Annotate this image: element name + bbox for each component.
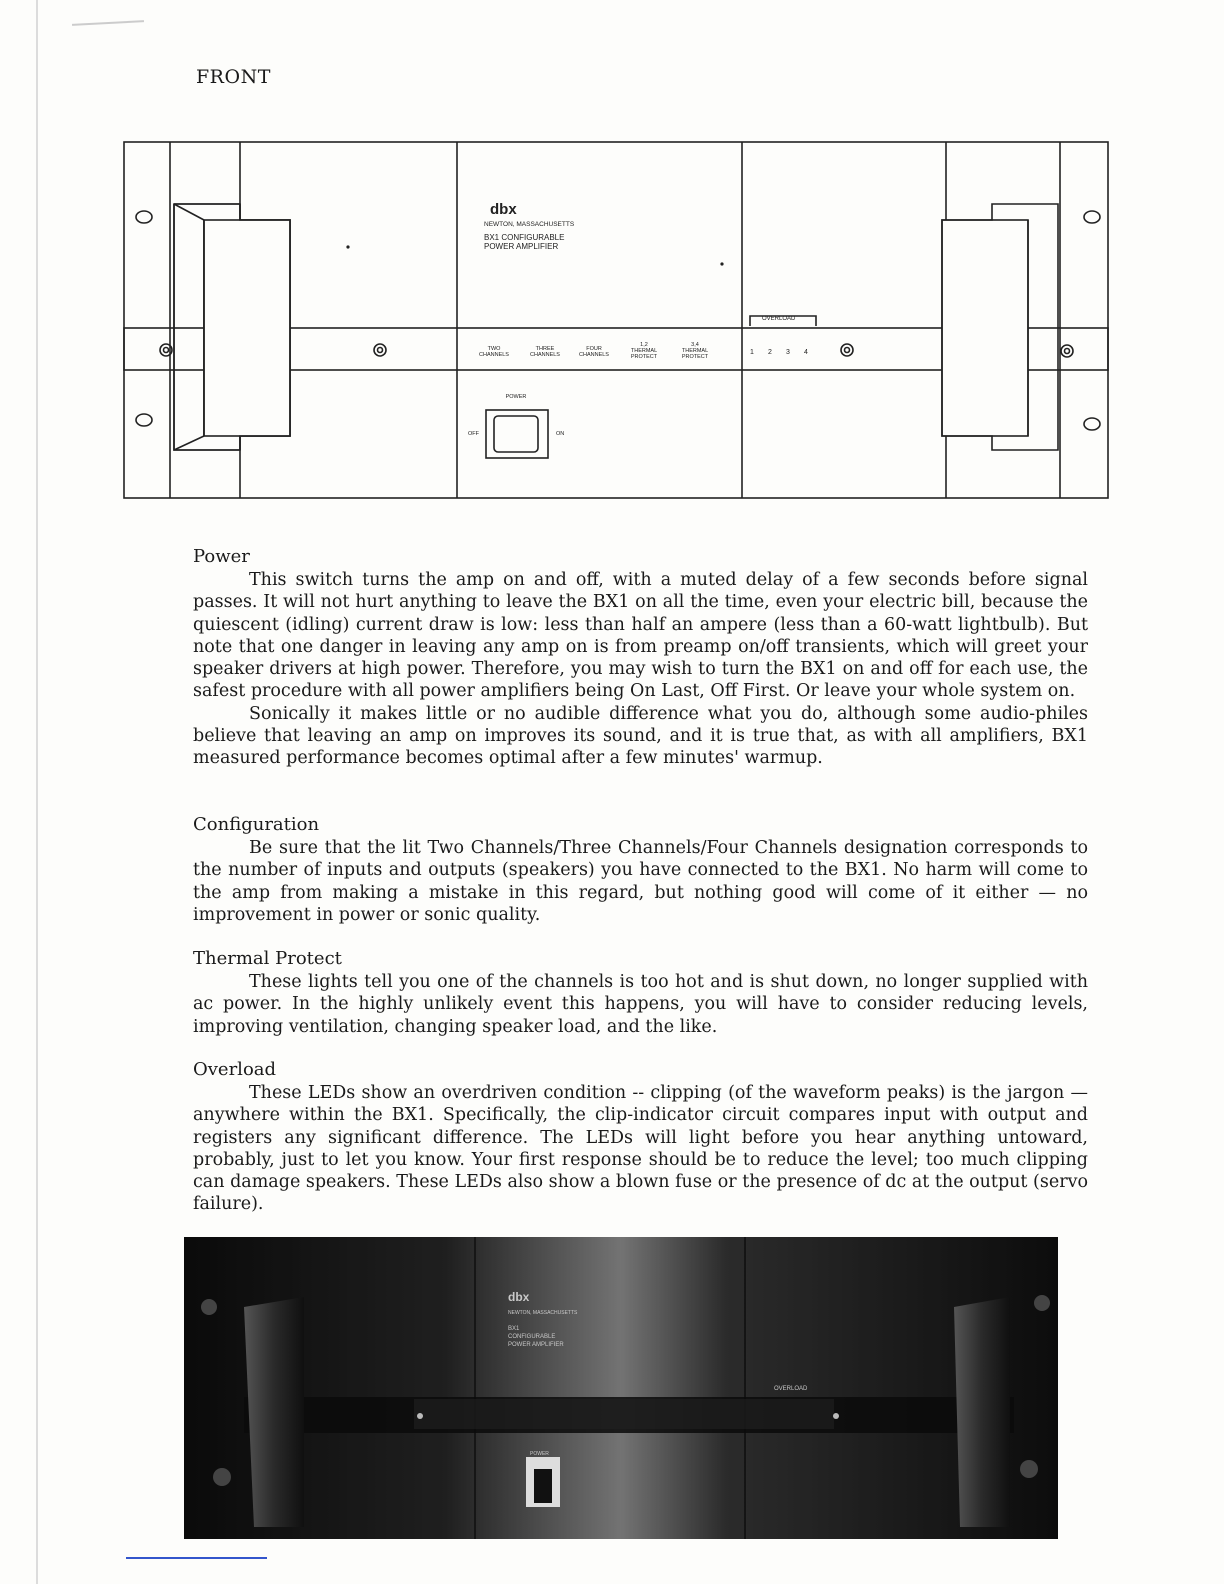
overload-led-3: 3 [786,349,790,356]
photo-location: NEWTON, MASSACHUSETTS [508,1310,578,1316]
section-title: Overload [193,1059,277,1080]
diagram-overload-label: OVERLOAD [762,316,796,322]
section-title: Power [193,546,250,567]
indicator-four: FOUR [586,346,602,352]
indicator-two: TWO [487,346,501,352]
indicator-thermal-12: 1,2 [640,342,648,348]
front-panel-diagram [122,140,1110,502]
paragraph: These LEDs show an overdriven condition -- clipping (of the waveform peaks) is the jargon — anywhere within the BX1. Specifically, the clip-indicator circuit compares input with output and registers any significant difference. The LEDs will light before you hear anything untoward, probably, just to let you know. Your first response should be to reduce the level; too much clipping can damage speakers. These LEDs also show a blown fuse or the presence of dc at the output (servo failure). [193,1083,1088,1215]
section-configuration [193,813,1088,926]
paragraph: This switch turns the amp on and off, with a muted delay of a few seconds before signal passes. It will not hurt anything to leave the BX1 on all the time, even your electric bill, because the quiescent (idling) current draw is low: less than half an ampere (less than a 60-watt lightbulb). But note that one danger in leaving any amp on is from preamp on/off transients, which will greet your speaker drivers at high power. Therefore, you may wish to turn the BX1 on and off for each use, the safest procedure with all power amplifiers being On Last, Off First. Or leave your whole system on. [193,570,1088,702]
diagram-model-2: POWER AMPLIFIER [484,242,559,251]
amplifier-photo [184,1237,1058,1539]
mount-slot [136,211,152,223]
mount-slot [1084,211,1100,223]
mount-slot [1084,418,1100,430]
section-thermal-protect [193,947,1088,1038]
section-title: Thermal Protect [193,948,342,969]
svg-text:THERMAL: THERMAL [681,348,709,354]
photo-screw [1020,1460,1038,1478]
overload-led-1: 1 [750,349,754,356]
mount-slot [136,414,152,426]
svg-text:CHANNELS: CHANNELS [530,352,560,358]
svg-text:CHANNELS: CHANNELS [579,352,609,358]
on-label: ON [556,431,565,437]
photo-brand: dbx [508,1290,530,1304]
svg-text:PROTECT: PROTECT [681,354,709,360]
section-overload [193,1058,1088,1216]
photo-overload-label: OVERLOAD [774,1386,808,1392]
screw [1061,345,1073,357]
paragraph: Sonically it makes little or no audible difference what you do, although some audio-philes believe that leaving an amp on improves its sound, and it is true that, as with all amplifiers, BX1 measured performance becomes optimal after a few minutes' warmup. [193,703,1088,769]
section-power [193,545,1088,770]
paragraph: These lights tell you one of the channels is too hot and is shut down, no longer supplied with ac power. In the highly unlikely event this happens, you will have to consider reducing levels, improving ventilation, changing speaker load, and the like. [193,972,1088,1037]
page-heading: FRONT [196,66,271,88]
page-edge [36,0,38,1584]
diagram-model-1: BX1 CONFIGURABLE [484,233,565,242]
indicator-thermal-34: 3,4 [691,342,699,348]
diagram-location: NEWTON, MASSACHUSETTS [484,221,575,228]
svg-text:PROTECT: PROTECT [630,354,658,360]
photo-screw [201,1299,217,1315]
overload-led-4: 4 [804,349,808,356]
footer-rule [126,1557,267,1559]
scan-mark [72,20,144,26]
svg-text:CHANNELS: CHANNELS [479,352,509,358]
photo-model-1: BX1 [508,1326,520,1332]
indicator-three: THREE [535,346,555,352]
section-title: Configuration [193,814,320,835]
paragraph: Be sure that the lit Two Channels/Three Channels/Four Channels designation corresponds to the number of inputs and outputs (speakers) you have connected to the BX1. No harm will come to the amp from making a mistake in this regard, but nothing good will come of it either — no improvement in power or sonic quality. [193,838,1088,925]
diagram-brand: dbx [490,201,517,218]
photo-screw [213,1468,231,1486]
photo-left-handle [244,1297,304,1527]
svg-text:THERMAL: THERMAL [630,348,658,354]
screw [374,344,386,356]
photo-screw [1034,1295,1050,1311]
overload-led-2: 2 [768,349,772,356]
off-label: OFF [468,431,479,437]
power-label: POWER [505,394,527,400]
photo-power-label: POWER [530,1451,549,1457]
photo-model-2: CONFIGURABLE [508,1334,556,1340]
screw [841,344,853,356]
photo-model-3: POWER AMPLIFIER [508,1342,564,1348]
photo-right-handle [954,1297,1010,1527]
